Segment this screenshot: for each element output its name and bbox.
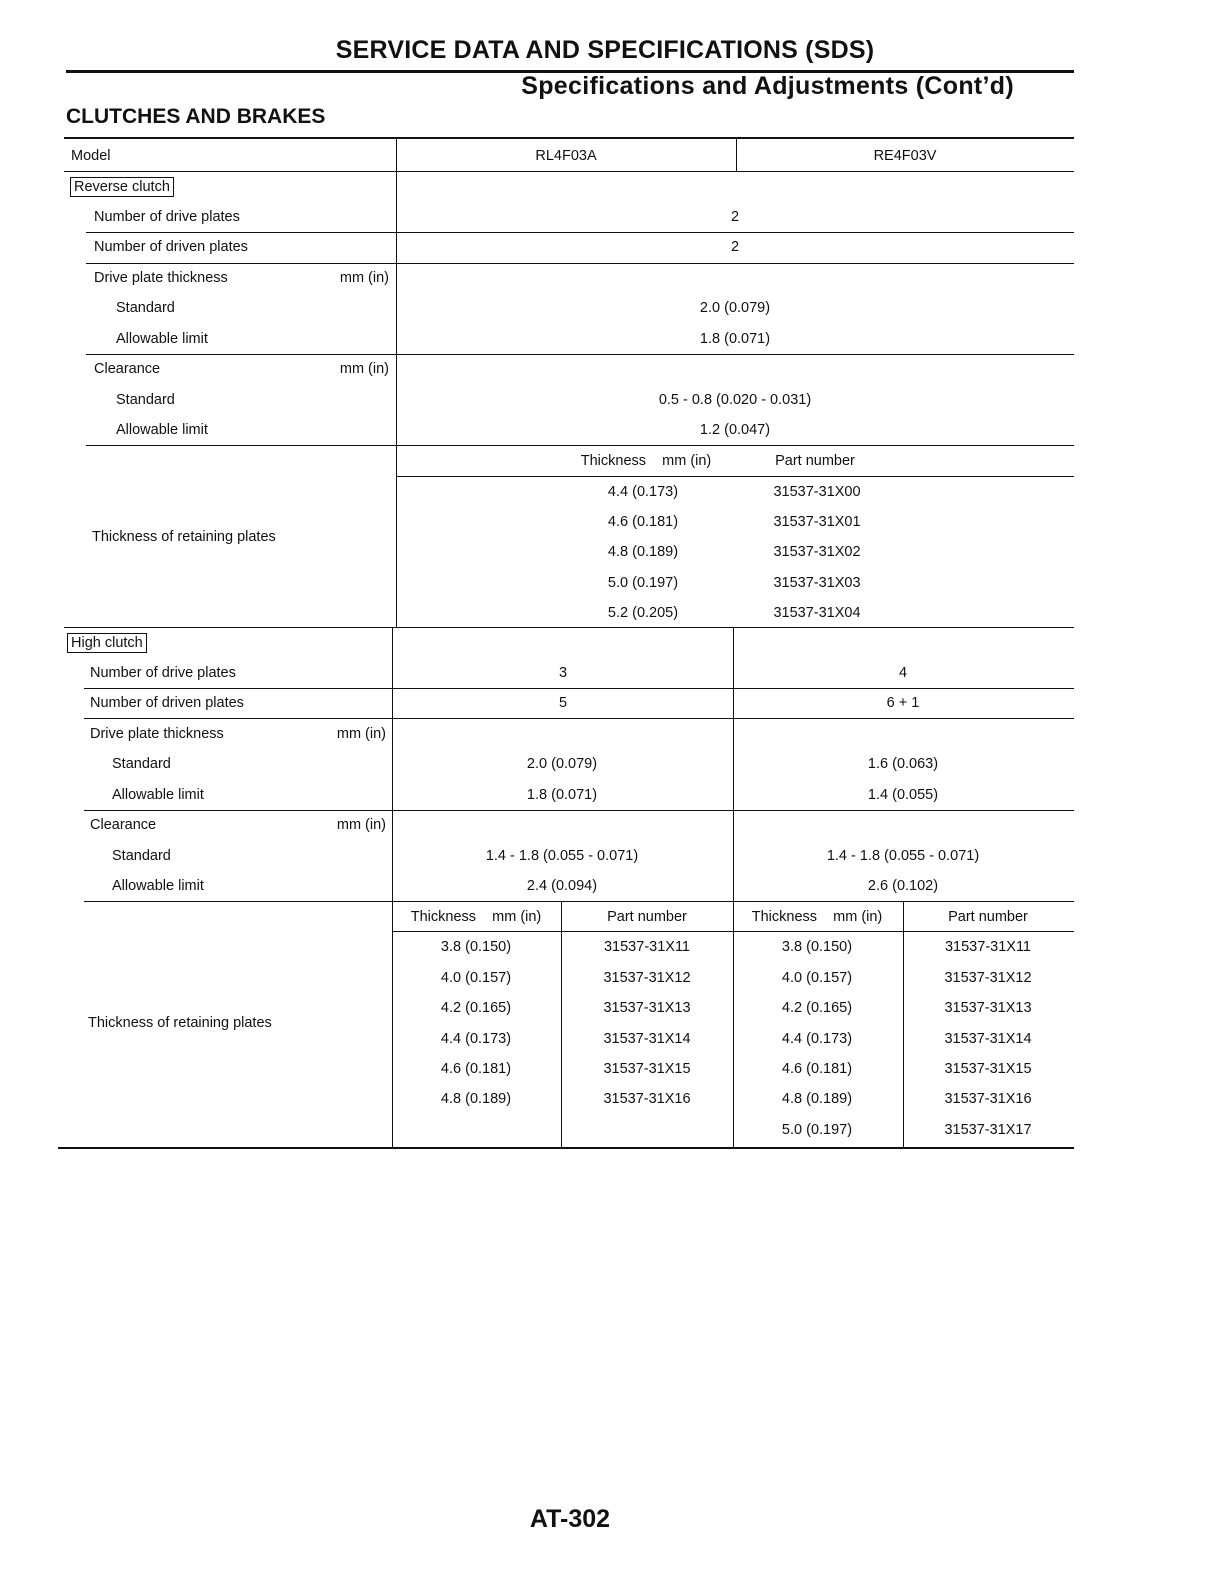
table-cell: 4.4 (0.173): [607, 484, 679, 500]
table-cell: 5.0 (0.197): [607, 575, 679, 591]
reverse-limit-value: 1.8 (0.071): [699, 331, 771, 347]
page-subtitle: Specifications and Adjustments (Cont’d): [521, 72, 1014, 100]
reverse-col-part: Part number: [775, 453, 855, 469]
high-clearance-standard-b: 1.4 - 1.8 (0.055 - 0.071): [826, 848, 980, 864]
table-cell: 4.2 (0.165): [781, 1000, 853, 1016]
table-cell: 5.0 (0.197): [781, 1122, 853, 1138]
reverse-driven-plates-label: Number of driven plates: [94, 239, 248, 255]
reverse-clearance-limit-value: 1.2 (0.047): [699, 422, 771, 438]
high-thickness-unit: mm (in): [336, 726, 386, 742]
reverse-drive-plates-label: Number of drive plates: [94, 209, 240, 225]
table-cell: 31537-31X04: [773, 605, 861, 621]
high-clearance-limit-a: 2.4 (0.094): [526, 878, 598, 894]
high-clearance-standard-a: 1.4 - 1.8 (0.055 - 0.071): [485, 848, 639, 864]
high-clearance-limit-b: 2.6 (0.102): [867, 878, 939, 894]
high-limit-a: 1.8 (0.071): [526, 787, 598, 803]
reverse-clearance-label: Clearance: [94, 361, 161, 377]
table-cell: 3.8 (0.150): [440, 939, 512, 955]
high-drive-plates-b: 4: [898, 665, 908, 681]
table-cell: 31537-31X02: [773, 544, 861, 560]
table-cell: 31537-31X11: [944, 939, 1032, 955]
high-driven-plates-a: 5: [558, 695, 568, 711]
table-cell: 4.8 (0.189): [781, 1091, 853, 1107]
table-cell: 5.2 (0.205): [607, 605, 679, 621]
model-re4f03v: RE4F03V: [873, 148, 937, 164]
page-title: SERVICE DATA AND SPECIFICATIONS (SDS): [335, 36, 875, 64]
reverse-clutch-title: Reverse clutch: [70, 177, 174, 197]
table-cell: 31537-31X13: [944, 1000, 1032, 1016]
reverse-retaining-label: Thickness of retaining plates: [92, 529, 276, 545]
reverse-limit-label: Allowable limit: [116, 331, 208, 347]
high-clutch-title: High clutch: [67, 633, 147, 653]
high-thickness-label: Drive plate thickness: [90, 726, 224, 742]
reverse-drive-plates-value: 2: [730, 209, 740, 225]
high-col-part-a: Part number: [607, 909, 687, 925]
high-clearance-label: Clearance: [90, 817, 157, 833]
table-cell: 31537-31X14: [603, 1031, 691, 1047]
table-cell: 31537-31X13: [603, 1000, 691, 1016]
table-cell: 31537-31X14: [944, 1031, 1032, 1047]
high-standard-label: Standard: [112, 756, 171, 772]
reverse-clearance-limit-label: Allowable limit: [116, 422, 208, 438]
high-driven-plates-label: Number of driven plates: [90, 695, 244, 711]
reverse-standard-value: 2.0 (0.079): [699, 300, 771, 316]
table-cell: 4.4 (0.173): [440, 1031, 512, 1047]
reverse-thickness-label: Drive plate thickness: [94, 270, 228, 286]
table-cell: 4.8 (0.189): [607, 544, 679, 560]
table-cell: 4.0 (0.157): [781, 970, 853, 986]
table-cell: 31537-31X03: [773, 575, 861, 591]
reverse-thickness-unit: mm (in): [339, 270, 389, 286]
table-cell: 4.6 (0.181): [440, 1061, 512, 1077]
section-heading: CLUTCHES AND BRAKES: [66, 105, 326, 128]
table-cell: 4.4 (0.173): [781, 1031, 853, 1047]
model-label: Model: [71, 148, 111, 164]
high-col-thickness-a: Thickness mm (in): [410, 909, 542, 925]
table-cell: 31537-31X00: [773, 484, 861, 500]
table-cell: 3.8 (0.150): [781, 939, 853, 955]
table-cell: 4.6 (0.181): [781, 1061, 853, 1077]
high-standard-a: 2.0 (0.079): [526, 756, 598, 772]
high-clearance-limit-label: Allowable limit: [112, 878, 204, 894]
table-cell: 4.0 (0.157): [440, 970, 512, 986]
reverse-clearance-standard-value: 0.5 - 0.8 (0.020 - 0.031): [658, 392, 812, 408]
table-cell: 31537-31X16: [944, 1091, 1032, 1107]
high-drive-plates-label: Number of drive plates: [90, 665, 236, 681]
table-cell: 4.8 (0.189): [440, 1091, 512, 1107]
reverse-driven-plates-value: 2: [730, 239, 740, 255]
high-col-part-b: Part number: [948, 909, 1028, 925]
table-cell: 4.2 (0.165): [440, 1000, 512, 1016]
table-cell: 31537-31X16: [603, 1091, 691, 1107]
high-limit-b: 1.4 (0.055): [867, 787, 939, 803]
reverse-clearance-standard-label: Standard: [116, 392, 175, 408]
table-cell: 31537-31X01: [773, 514, 861, 530]
high-retaining-label: Thickness of retaining plates: [88, 1015, 272, 1031]
reverse-standard-label: Standard: [116, 300, 175, 316]
high-drive-plates-a: 3: [558, 665, 568, 681]
table-cell: 31537-31X12: [603, 970, 691, 986]
high-driven-plates-b: 6 + 1: [886, 695, 920, 711]
table-cell: 31537-31X17: [944, 1122, 1032, 1138]
high-standard-b: 1.6 (0.063): [867, 756, 939, 772]
model-rl4f03a: RL4F03A: [535, 148, 597, 164]
table-cell: 31537-31X12: [944, 970, 1032, 986]
page-number: AT-302: [529, 1505, 611, 1533]
high-col-thickness-b: Thickness mm (in): [751, 909, 883, 925]
table-cell: 31537-31X11: [603, 939, 691, 955]
high-clearance-standard-label: Standard: [112, 848, 171, 864]
reverse-clearance-unit: mm (in): [339, 361, 389, 377]
table-cell: 4.6 (0.181): [607, 514, 679, 530]
high-clearance-unit: mm (in): [336, 817, 386, 833]
table-cell: 31537-31X15: [603, 1061, 691, 1077]
high-limit-label: Allowable limit: [112, 787, 204, 803]
table-cell: 31537-31X15: [944, 1061, 1032, 1077]
reverse-col-thickness: Thickness mm (in): [580, 453, 712, 469]
